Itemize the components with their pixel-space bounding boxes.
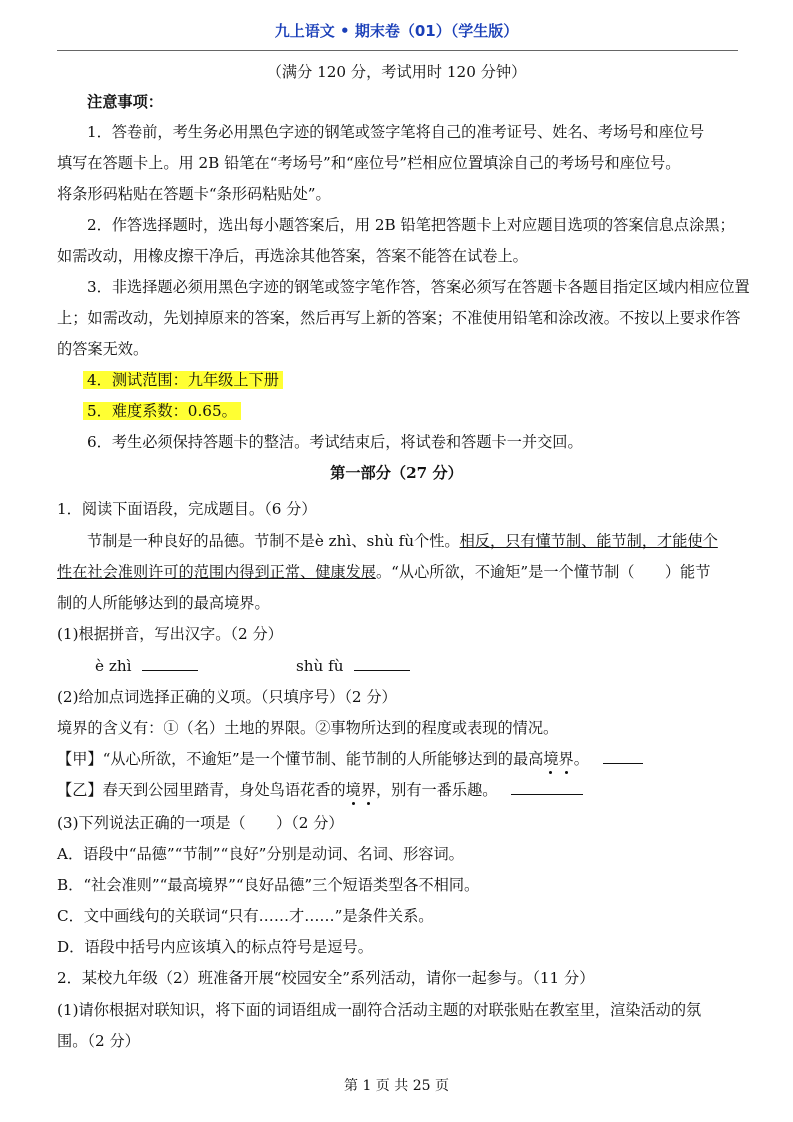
notes-line: 1．答卷前，考生务必用黑色字迹的钢笔或签字笔将自己的准考证号、姓名、考场号和座位号 <box>87 123 705 141</box>
exam-subtitle: （满分 120 分，考试用时 120 分钟） <box>266 63 527 81</box>
example-text: 【乙】春天到公园里踏青，身处鸟语花香的 <box>57 781 346 799</box>
answer-blank[interactable] <box>603 748 643 764</box>
answer-blank[interactable] <box>142 655 198 671</box>
sub-question: (2)给加点词选择正确的义项。（只填序号）（2 分） <box>57 688 397 706</box>
definition-line: 境界的含义有：①（名）土地的界限。②事物所达到的程度或表现的情况。 <box>57 719 559 737</box>
notes-line: 6．考生必须保持答题卡的整洁。考试结束后，将试卷和答题卡一并交回。 <box>87 433 583 451</box>
pinyin-row <box>95 655 735 677</box>
notes-line: 如需改动，用橡皮擦干净后，再选涂其他答案，答案不能答在试卷上。 <box>57 247 528 265</box>
underlined-sentence: 性在社会准则许可的范围内得到正常、健康发展 <box>57 563 376 581</box>
notes-line-highlighted <box>83 400 733 422</box>
dotted-char: 界 <box>360 781 376 799</box>
option-d: D．语段中括号内应该填入的标点符号是逗号。 <box>57 938 373 956</box>
answer-blank[interactable] <box>354 655 410 671</box>
sub-question: 围。（2 分） <box>57 1032 140 1050</box>
notes-line: 的答案无效。 <box>57 340 149 358</box>
page-number: 第 1 页 共 25 页 <box>344 1078 449 1094</box>
passage-line <box>57 561 738 583</box>
sub-question: (3)下列说法正确的一项是（ ）（2 分） <box>57 814 344 832</box>
dotted-char: 境 <box>543 750 559 768</box>
passage-text: 节制是一种良好的品德。节制不是è zhì、shù fù个性。 <box>87 532 460 550</box>
sub-question: (1)根据拼音，写出汉字。（2 分） <box>57 625 283 643</box>
question-stem: 2．某校九年级（2）班准备开展“校园安全”系列活动，请你一起参与。（11 分） <box>57 969 595 987</box>
sub-question: (1)请你根据对联知识，将下面的词语组成一副符合活动主题的对联张贴在教室里，渲染活动的氛 <box>57 1001 702 1019</box>
example-text: ，别有一番乐趣。 <box>375 781 498 799</box>
section-title: 第一部分（27 分） <box>330 464 463 482</box>
notes-heading: 注意事项： <box>87 93 163 111</box>
example-text: 【甲】“从心所欲，不逾矩”是一个懂节制、能节制的人所能够达到的最高 <box>57 750 544 768</box>
highlight: 5．难度系数：0.65。 <box>83 402 241 420</box>
notes-line-highlighted <box>83 369 733 391</box>
passage-line: 制的人所能够达到的最高境界。 <box>57 594 270 612</box>
underlined-sentence: 相反，只有懂节制、能节制，才能使个 <box>459 532 718 550</box>
question-stem: 1．阅读下面语段，完成题目。（6 分） <box>57 500 317 518</box>
passage-line <box>57 530 768 552</box>
notes-line: 填写在答题卡上。用 2B 铅笔在“考场号”和“座位号”栏相应位置填涂自己的考场号和座位号。 <box>57 154 681 172</box>
notes-line: 上；如需改动，先划掉原来的答案，然后再写上新的答案；不准使用铅笔和涂改液。不按以上要求作答 <box>57 309 741 327</box>
notes-line: 将条形码粘贴在答题卡“条形码粘贴处”。 <box>57 185 331 203</box>
notes-line: 2．作答选择题时，选出每小题答案后，用 2B 铅笔把答题卡上对应题目选项的答案信息点涂黑； <box>87 216 735 234</box>
example-yi <box>57 779 738 801</box>
dotted-char: 境 <box>345 781 361 799</box>
example-text: 。 <box>573 750 589 768</box>
option-a: A．语段中“品德”“节制”“良好”分别是动词、名词、形容词。 <box>57 845 464 863</box>
notes-line: 3．非选择题必须用黑色字迹的钢笔或签字笔作答，答案必须写在答题卡各题目指定区域内相应位置 <box>87 278 750 296</box>
highlight: 4．测试范围：九年级上下册 <box>83 371 283 389</box>
pinyin-label: shù fù <box>295 657 344 675</box>
passage-text: 。“从心所欲，不逾矩”是一个懂节制（ ）能节 <box>375 563 711 581</box>
example-jia <box>57 748 738 770</box>
dotted-char: 界 <box>558 750 574 768</box>
option-c: C．文中画线句的关联词“只有……才……”是条件关系。 <box>57 907 434 925</box>
header-divider <box>57 50 738 51</box>
page-header-title: 九上语文 • 期末卷（01）（学生版） <box>274 22 519 40</box>
answer-blank[interactable] <box>511 779 583 795</box>
option-b: B．“社会准则”“最高境界”“良好品德”三个短语类型各不相同。 <box>57 876 480 894</box>
pinyin-label: è zhì <box>95 657 132 675</box>
